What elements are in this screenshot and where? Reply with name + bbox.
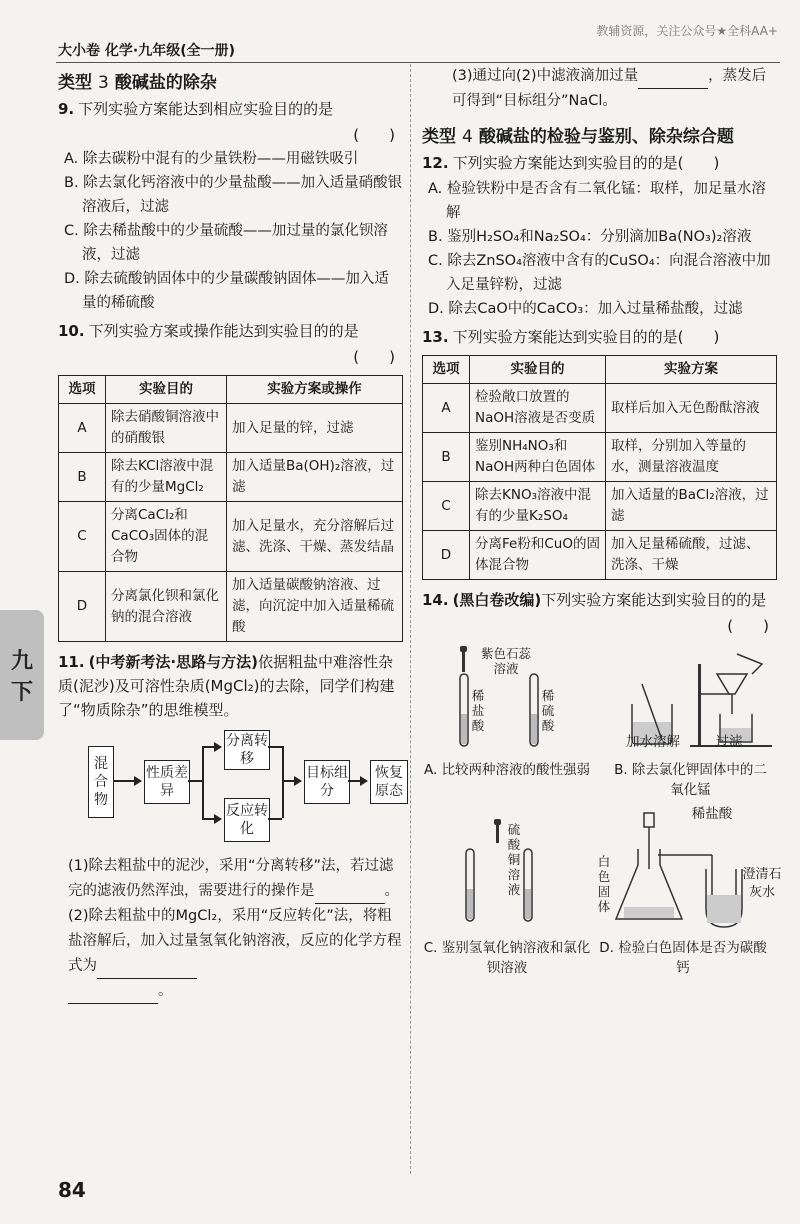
fig-d-caption: D. 检验白色固体是否为碳酸钙 xyxy=(599,940,767,976)
q11-part-1: (1)除去粗盐中的泥沙，采用“分离转移”法，若过滤完的滤液仍然浑浊，需要进行的操作是 。 xyxy=(58,854,403,904)
q10-table xyxy=(58,375,403,642)
fig-a-right-label: 稀硫酸 xyxy=(541,688,555,733)
q12-number: 12. xyxy=(422,154,449,172)
q12-option-a: A. 检验铁粉中是否含有二氧化锰：取样，加足量水溶解 xyxy=(428,181,766,221)
q9-option-a: A. 除去碳粉中混有的少量铁粉——用磁铁吸引 xyxy=(64,151,359,167)
question-14 xyxy=(422,588,782,976)
q12-answer-paren[interactable]: ( ) xyxy=(677,154,720,172)
q13-stem: 下列实验方案能达到实验目的的是 xyxy=(452,328,678,346)
q12-stem: 下列实验方案能达到实验目的的是 xyxy=(452,154,678,172)
fig-a-reagent-label: 紫色石蕊溶液 xyxy=(480,646,531,676)
flow-box-separation: 分离转移 xyxy=(224,730,270,770)
q14-stem: 下列实验方案能达到实验目的的是 xyxy=(541,591,767,609)
question-11 xyxy=(58,650,403,1004)
fig-d-solid-label: 白色固体 xyxy=(597,854,611,914)
q12-option-c: C. 除去ZnSO₄溶液中含有的CuSO₄：向混合溶液中加入足量锌粉，过滤 xyxy=(428,253,771,293)
q11-flow-diagram xyxy=(58,730,403,848)
q13-table xyxy=(422,355,777,580)
fig-a-caption: A. 比较两种溶液的酸性强弱 xyxy=(423,762,591,778)
table-row: C 除去KNO₃溶液中混有的少量K₂SO₄ 加入适量的BaCl₂溶液，过滤 xyxy=(423,482,777,531)
q10-number: 10. xyxy=(58,322,85,340)
fig-a-left-label: 稀盐酸 xyxy=(471,688,485,733)
figure-c-test-tubes xyxy=(458,819,548,929)
q9-option-b: B. 除去氯化钙溶液中的少量盐酸——加入适量硝酸银溶液后，过滤 xyxy=(64,175,403,215)
q12-option-b: B. 鉴别H₂SO₄和Na₂SO₄：分别滴加Ba(NO₃)₂溶液 xyxy=(428,229,752,245)
header-divider xyxy=(56,62,780,63)
q11-part-2-line2: 。 xyxy=(58,979,403,1004)
q13-answer-paren[interactable]: ( ) xyxy=(677,328,720,346)
table-row: A 除去硝酸铜溶液中的硝酸银 加入足量的锌，过滤 xyxy=(59,404,403,453)
question-13 xyxy=(422,325,777,580)
section-4-heading: 类型 4 酸碱盐的检验与鉴别、除杂综合题 xyxy=(422,127,734,147)
q11-part-2: (2)除去粗盐中的MgCl₂，采用“反应转化”法，将粗盐溶解后，加入过量氢氧化钠溶液，反应的化学方程式为 xyxy=(58,904,403,979)
fig-c-reagent-label: 硫酸铜溶液 xyxy=(507,822,521,897)
table-row: B 除去KCl溶液中混有的少量MgCl₂ 加入适量Ba(OH)₂溶液，过滤 xyxy=(59,453,403,502)
q13-number: 13. xyxy=(422,328,449,346)
q13-header-option: 选项 xyxy=(423,356,470,384)
q11-stem: 依据粗盐中难溶性杂质(泥沙)及可溶性杂质(MgCl₂)的去除，同学们构建了“物质除杂”的思维模型。 xyxy=(58,653,395,719)
q11-tag: (中考新考法·思路与方法) xyxy=(88,653,258,671)
q10-header-purpose: 实验目的 xyxy=(106,376,227,404)
fig-b-step-2: 过滤 xyxy=(715,734,743,750)
section-3-heading: 类型 3 酸碱盐的除杂 xyxy=(58,73,217,93)
q10-answer-paren[interactable]: ( ) xyxy=(353,348,395,366)
side-tab-char-2: 下 xyxy=(10,680,33,705)
left-column xyxy=(58,64,403,1004)
q14-tag: (黑白卷改编) xyxy=(452,591,542,609)
q9-option-c: C. 除去稀盐酸中的少量硫酸——加过量的氯化钡溶液，过滤 xyxy=(64,223,388,263)
q14-answer-paren[interactable]: ( ) xyxy=(727,617,769,635)
q11-blank-2b[interactable] xyxy=(68,1003,158,1004)
q9-answer-paren[interactable]: ( ) xyxy=(353,126,395,144)
book-title: 大小卷 化学·九年级(全一册) xyxy=(58,43,235,59)
q9-option-d: D. 除去硫酸钠固体中的少量碳酸钠固体——加入适量的稀硫酸 xyxy=(64,271,389,311)
question-10 xyxy=(58,319,403,642)
q13-header-purpose: 实验目的 xyxy=(470,356,606,384)
flow-box-difference: 性质差异 xyxy=(144,760,190,804)
q9-stem: 下列实验方案能达到相应实验目的的是 xyxy=(78,100,334,118)
table-row: D 分离氯化钡和氯化钠的混合溶液 加入适量碳酸钠溶液、过滤，向沉淀中加入适量稀硫酸 xyxy=(59,572,403,642)
fig-b-caption: B. 除去氯化钾固体中的二氧化锰 xyxy=(614,762,767,798)
header-banner: 教辅资源，关注公众号★全科AA+ xyxy=(596,24,778,38)
question-9 xyxy=(58,97,403,315)
q11-part-3: (3)通过向(2)中滤液滴加过量 ，蒸发后可得到“目标组分”NaCl。 xyxy=(452,68,767,109)
q11-blank-3[interactable] xyxy=(638,88,708,89)
q9-number: 9. xyxy=(58,100,75,118)
fig-b-step-1: 加水溶解 xyxy=(626,734,680,750)
page-number: 84 xyxy=(58,1178,86,1202)
q12-option-d: D. 除去CaO中的CaCO₃：加入过量稀盐酸，过滤 xyxy=(428,301,743,317)
q14-figures xyxy=(422,644,782,976)
table-row: C 分离CaCl₂和CaCO₃固体的混合物 加入足量水，充分溶解后过滤、洗涤、干燥、蒸发结晶 xyxy=(59,502,403,572)
flow-box-mixture: 混合物 xyxy=(88,746,114,818)
q10-header-option: 选项 xyxy=(59,376,106,404)
question-12 xyxy=(422,151,777,321)
grade-side-tab xyxy=(0,610,44,740)
right-column xyxy=(422,64,782,976)
fig-d-acid-label: 稀盐酸 xyxy=(691,806,733,822)
flow-box-reaction: 反应转化 xyxy=(224,798,270,842)
q14-number: 14. xyxy=(422,591,449,609)
flow-box-restore: 恢复原态 xyxy=(370,760,408,804)
q11-number: 11. xyxy=(58,653,85,671)
side-tab-char-1: 九 xyxy=(10,649,33,674)
table-row: B 鉴别NH₄NO₃和NaOH两种白色固体 取样，分别加入等量的水，测量溶液温度 xyxy=(423,433,777,482)
table-row: A 检验敞口放置的NaOH溶液是否变质 取样后加入无色酚酞溶液 xyxy=(423,384,777,433)
q10-stem: 下列实验方案或操作能达到实验目的的是 xyxy=(88,322,359,340)
column-divider xyxy=(410,64,411,1174)
fig-d-water-label: 澄清石灰水 xyxy=(742,867,782,900)
fig-c-caption: C. 鉴别氢氧化钠溶液和氯化钡溶液 xyxy=(423,940,591,976)
table-row: D 分离Fe粉和CuO的固体混合物 加入足量稀硫酸，过滤、洗涤、干燥 xyxy=(423,531,777,580)
flow-box-target: 目标组分 xyxy=(304,760,350,804)
q13-header-method: 实验方案 xyxy=(606,356,777,384)
q10-header-method: 实验方案或操作 xyxy=(227,376,403,404)
